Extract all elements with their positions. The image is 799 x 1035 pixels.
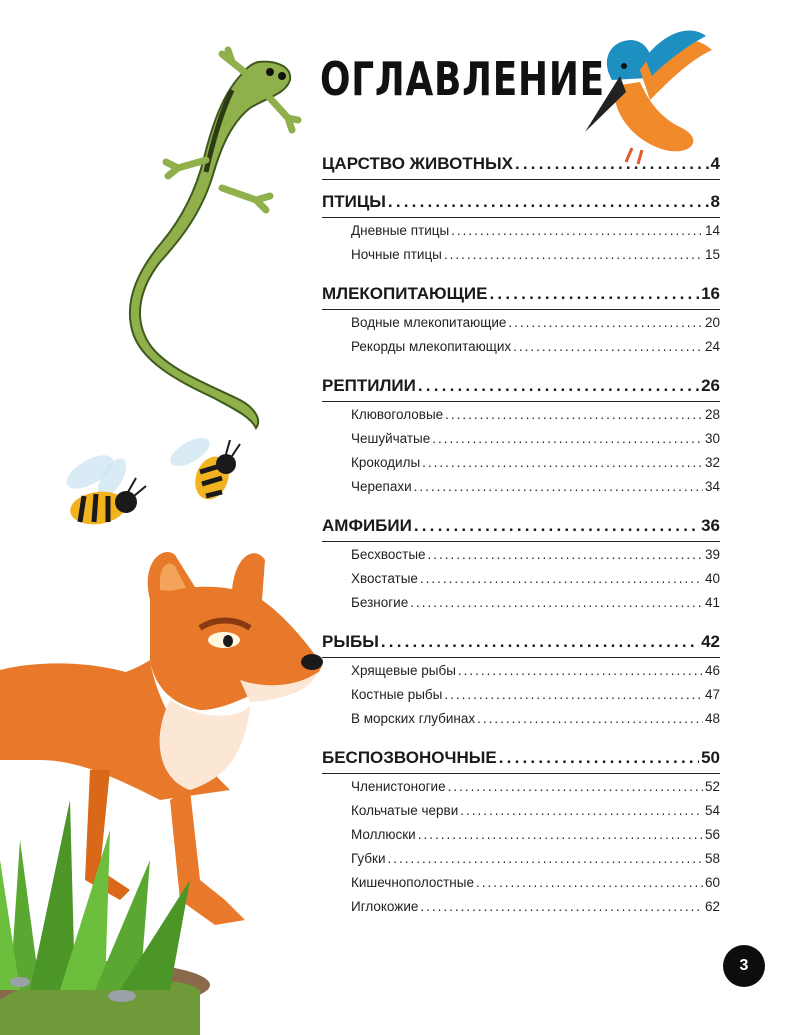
dot-leader: [448, 779, 703, 794]
toc-subsection-title: Клювоголовые: [351, 407, 444, 422]
toc-section-title: РЫБЫ: [322, 632, 379, 651]
toc-section: [322, 278, 720, 370]
toc-subsection-list: [322, 310, 720, 370]
toc-subsection-title: В морских глубинах: [351, 711, 476, 726]
toc-subsection-item: [351, 663, 720, 687]
toc-subsection-item: [351, 315, 720, 339]
dot-leader: [422, 455, 703, 470]
dot-leader: [444, 687, 703, 702]
toc-section-page: 4: [710, 154, 720, 173]
dot-leader: [414, 516, 699, 536]
toc-subsection-page: 32: [704, 455, 720, 470]
toc-subsection-item: [351, 595, 720, 619]
toc-section-page: 16: [701, 284, 720, 303]
toc-subsection-title: Хвостатые: [351, 571, 418, 586]
dot-leader: [388, 192, 709, 212]
toc-subsection-page: 30: [704, 431, 720, 446]
toc-subsection-item: [351, 899, 720, 923]
toc-subsection-page: 41: [704, 595, 720, 610]
toc-subsection-title: Иглокожие: [351, 899, 419, 914]
dot-leader: [418, 827, 703, 842]
dot-leader: [432, 431, 703, 446]
toc-section-title: МЛЕКОПИТАЮЩИЕ: [322, 284, 488, 303]
dot-leader: [460, 803, 703, 818]
toc-subsection-item: [351, 339, 720, 363]
toc-subsection-page: 48: [704, 711, 720, 726]
fox-illustration: [0, 552, 323, 925]
toc-subsection-title: Водные млекопитающие: [351, 315, 507, 330]
toc-section-title: РЕПТИЛИИ: [322, 376, 416, 395]
toc-section-heading: [322, 148, 720, 180]
toc-subsection-item: [351, 779, 720, 803]
toc-subsection-item: [351, 875, 720, 899]
toc-subsection-page: 56: [704, 827, 720, 842]
toc-section-heading: [322, 742, 720, 774]
dot-leader: [499, 748, 699, 768]
toc-section: [322, 510, 720, 626]
dot-leader: [420, 899, 703, 914]
toc-subsection-page: 39: [704, 547, 720, 562]
toc-section: [322, 148, 720, 186]
toc-subsection-title: Моллюски: [351, 827, 416, 842]
toc-subsection-list: [322, 542, 720, 626]
toc-subsection-page: 24: [704, 339, 720, 354]
toc-subsection-item: [351, 547, 720, 571]
toc-subsection-title: Безногие: [351, 595, 409, 610]
toc-section-title: ПТИЦЫ: [322, 192, 386, 211]
toc-subsection-item: [351, 431, 720, 455]
dot-leader: [515, 154, 709, 174]
toc-subsection-list: [322, 658, 720, 742]
toc-subsection-page: 52: [704, 779, 720, 794]
toc-subsection-title: Хрящевые рыбы: [351, 663, 456, 678]
toc-subsection-page: 20: [704, 315, 720, 330]
toc-section-heading: [322, 186, 720, 218]
dot-leader: [458, 663, 703, 678]
page-number-badge: 3: [723, 945, 765, 987]
dot-leader: [508, 315, 703, 330]
dot-leader: [388, 851, 703, 866]
toc-subsection-title: Бесхвостые: [351, 547, 426, 562]
toc-subsection-page: 14: [704, 223, 720, 238]
toc-section-heading: [322, 370, 720, 402]
toc-subsection-page: 46: [704, 663, 720, 678]
bee-illustration: [61, 432, 240, 527]
lizard-illustration: [130, 50, 298, 428]
toc-subsection-page: 54: [704, 803, 720, 818]
dot-leader: [428, 547, 703, 562]
toc-subsection-page: 60: [704, 875, 720, 890]
toc-section-heading: [322, 278, 720, 310]
dot-leader: [445, 407, 703, 422]
toc-subsection-item: [351, 247, 720, 271]
toc-subsection-item: [351, 455, 720, 479]
dot-leader: [420, 571, 703, 586]
table-of-contents: [322, 148, 720, 930]
toc-subsection-item: [351, 223, 720, 247]
toc-subsection-title: Губки: [351, 851, 386, 866]
dot-leader: [414, 479, 703, 494]
toc-subsection-page: 34: [704, 479, 720, 494]
toc-subsection-page: 28: [704, 407, 720, 422]
toc-subsection-list: [322, 218, 720, 278]
toc-section: [322, 186, 720, 278]
dot-leader: [489, 284, 699, 304]
toc-subsection-list: [322, 774, 720, 930]
toc-subsection-title: Членистоногие: [351, 779, 446, 794]
toc-subsection-item: [351, 827, 720, 851]
toc-subsection-item: [351, 571, 720, 595]
dot-leader: [477, 711, 703, 726]
toc-subsection-item: [351, 851, 720, 875]
toc-section-page: 50: [701, 748, 720, 767]
dot-leader: [513, 339, 703, 354]
toc-subsection-title: Кольчатые черви: [351, 803, 459, 818]
toc-subsection-item: [351, 803, 720, 827]
toc-section-page: 8: [710, 192, 720, 211]
toc-subsection-item: [351, 687, 720, 711]
toc-subsection-title: Костные рыбы: [351, 687, 443, 702]
toc-section-page: 42: [701, 632, 720, 651]
toc-subsection-title: Ночные птицы: [351, 247, 442, 262]
toc-subsection-page: 58: [704, 851, 720, 866]
toc-subsection-page: 62: [704, 899, 720, 914]
toc-section-page: 36: [701, 516, 720, 535]
toc-subsection-item: [351, 407, 720, 431]
toc-section: [322, 742, 720, 930]
toc-subsection-title: Кишечнополостные: [351, 875, 474, 890]
toc-section: [322, 370, 720, 510]
dot-leader: [451, 223, 703, 238]
toc-section-page: 26: [701, 376, 720, 395]
toc-subsection-list: [322, 402, 720, 510]
toc-subsection-page: 15: [704, 247, 720, 262]
toc-section-heading: [322, 510, 720, 542]
dot-leader: [444, 247, 703, 262]
dot-leader: [381, 632, 699, 652]
toc-subsection-item: [351, 479, 720, 503]
toc-section-title: АМФИБИИ: [322, 516, 412, 535]
toc-subsection-title: Крокодилы: [351, 455, 421, 470]
toc-subsection-title: Рекорды млекопитающих: [351, 339, 512, 354]
dot-leader: [410, 595, 703, 610]
toc-subsection-item: [351, 711, 720, 735]
dot-leader: [476, 875, 703, 890]
toc-subsection-title: Дневные птицы: [351, 223, 450, 238]
toc-section-title: ЦАРСТВО ЖИВОТНЫХ: [322, 154, 513, 173]
page-title: ОГЛАВЛЕНИЕ: [320, 52, 605, 106]
toc-subsection-page: 47: [704, 687, 720, 702]
toc-section-title: БЕСПОЗВОНОЧНЫЕ: [322, 748, 497, 767]
toc-subsection-title: Черепахи: [351, 479, 412, 494]
toc-section: [322, 626, 720, 742]
toc-subsection-title: Чешуйчатые: [351, 431, 431, 446]
toc-subsection-page: 40: [704, 571, 720, 586]
toc-section-heading: [322, 626, 720, 658]
dot-leader: [418, 376, 699, 396]
